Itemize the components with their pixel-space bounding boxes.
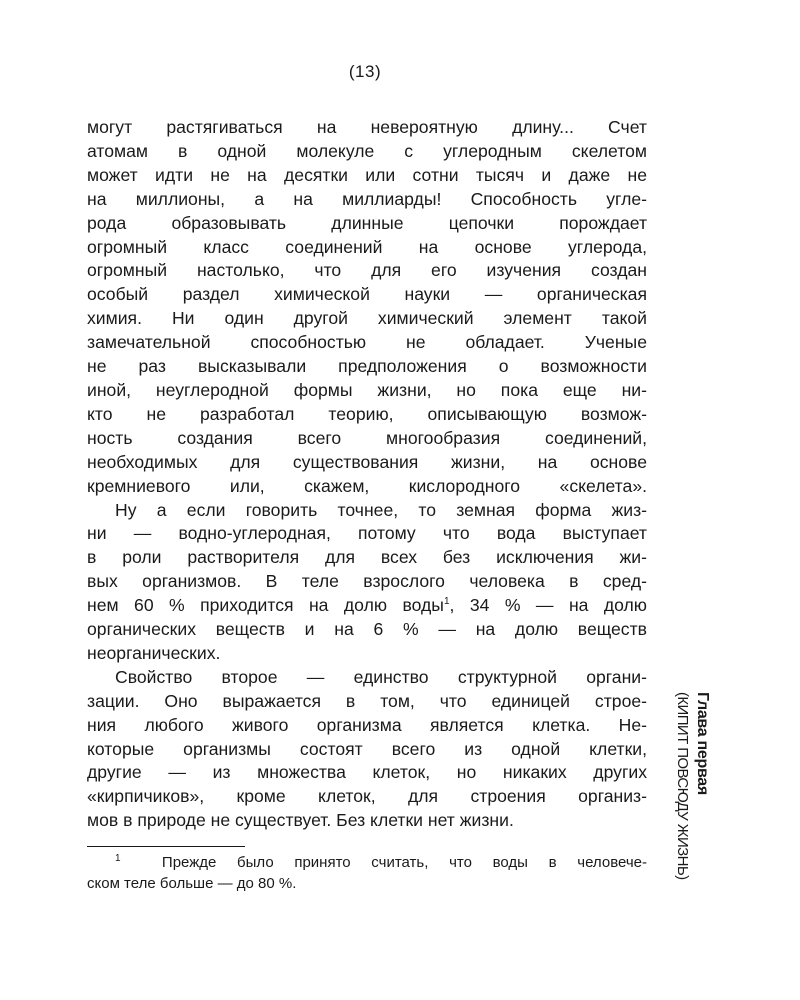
footnote: [87, 852, 647, 894]
text-line: ния любого живого организма является клетка. Не-: [87, 714, 647, 735]
page-number: (13): [348, 62, 382, 81]
text-line: может идти не на десятки или сотни тысяч и даже не: [87, 164, 647, 185]
text-line: мов в природе не существует. Без клетки нет жизни.: [87, 810, 514, 831]
text-line: ность создания всего многообразия соединений,: [87, 427, 647, 448]
text-line: замечательной способностью не обладает. Ученые: [87, 332, 647, 353]
text-line: не раз высказывали предположения о возможности: [87, 356, 647, 377]
text-line: «кирпичиков», кроме клеток, для строения организ-: [87, 786, 647, 807]
text-line: особый раздел химической науки — органическая: [87, 284, 647, 305]
chapter-title: Глава первая: [694, 692, 711, 795]
footnote-line: ском теле больше — до 80 %.: [87, 875, 297, 892]
paragraph-3: [87, 666, 647, 833]
text-line: иной, неуглеродной формы жизни, но пока еще ни-: [87, 379, 647, 400]
text-segment: нем 60 % приходится на долю воды: [87, 595, 444, 616]
text-line: которые организмы состоят всего из одной клетки,: [87, 738, 647, 759]
text-line: Ну а если говорить точнее, то земная форма жиз-: [115, 499, 647, 520]
running-header: [668, 692, 716, 918]
text-line: химия. Ни один другой химический элемент такой: [87, 308, 647, 329]
text-line: ни — водно-углеродная, потому что вода выступает: [87, 523, 647, 544]
text-line: кремниевого или, скажем, кислородного «скелета».: [87, 475, 647, 496]
paragraph-2: [87, 499, 647, 666]
paragraph-1: [87, 116, 647, 499]
text-line-with-footnote: [87, 594, 647, 618]
text-line: неорганических.: [87, 642, 221, 663]
text-line: огромный класс соединений на основе углерода,: [87, 236, 647, 257]
text-line: органических веществ и на 6 % — на долю веществ: [87, 619, 647, 640]
body-text: [87, 116, 647, 833]
text-line: на миллионы, а на миллиарды! Способность угле-: [87, 188, 647, 209]
text-line: Свойство второе — единство структурной органи-: [115, 666, 647, 687]
text-line: в роли растворителя для всех без исключения жи-: [87, 547, 647, 568]
text-line: необходимых для существования жизни, на основе: [87, 451, 647, 472]
footnote-line: [87, 852, 647, 873]
text-line: другие — из множества клеток, но никаких других: [87, 762, 647, 783]
footnote-divider: [87, 846, 245, 847]
text-line: рода образовывать длинные цепочки порождает: [87, 212, 647, 233]
text-segment: , 34 % — на долю: [449, 595, 648, 616]
text-line: могут растягиваться на невероятную длину... Счет: [87, 117, 647, 137]
footnote-reference[interactable]: 1: [443, 596, 450, 608]
footnote-marker: 1: [115, 853, 121, 864]
text-line: огромный настолько, что для его изучения создан: [87, 260, 647, 281]
text-line: кто не разработал теорию, описывающую возмож-: [87, 403, 647, 424]
text-line: зации. Оно выражается в том, что единицей строе-: [87, 690, 647, 711]
text-line: вых организмов. В теле взрослого человека в сред-: [87, 571, 647, 592]
text-line: атомам в одной молекуле с углеродным скелетом: [87, 140, 647, 161]
footnote-text: Прежде было принято считать, что воды в человече-: [161, 854, 647, 871]
chapter-subtitle: (КИПИТ ПОВСЮДУ ЖИЗНЬ): [674, 692, 691, 880]
